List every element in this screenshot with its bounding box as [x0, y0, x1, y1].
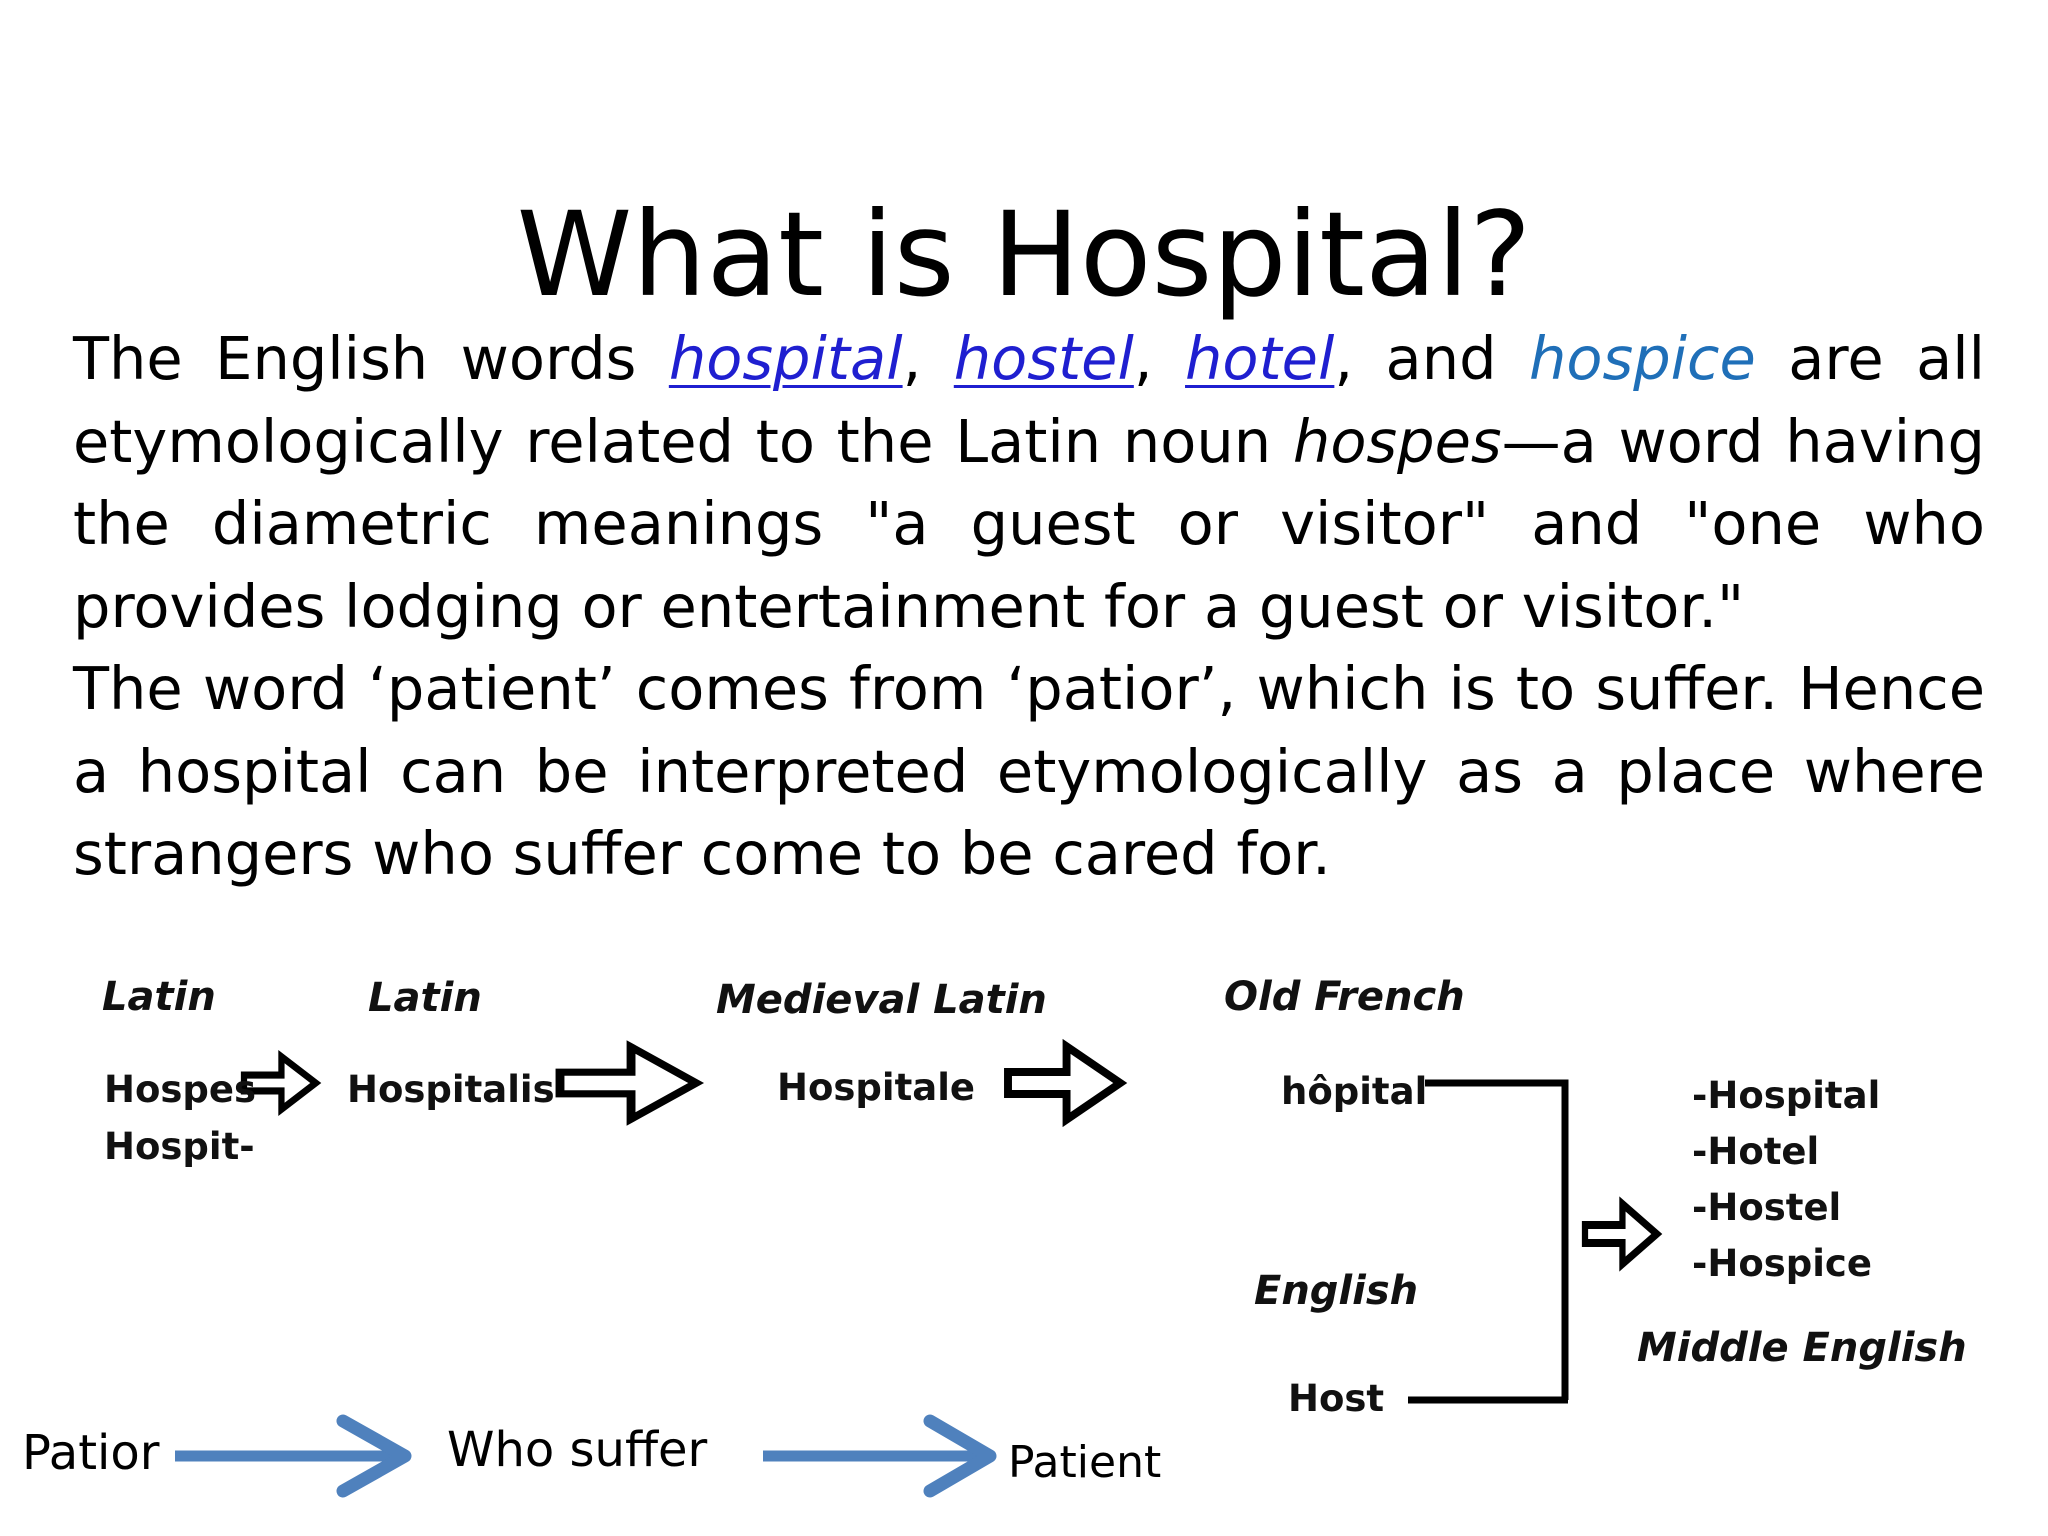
- lang-latin-1: Latin: [102, 974, 216, 1020]
- right-outline-arrow-icon: [560, 1047, 696, 1119]
- lang-middle-english: Middle English: [1637, 1325, 1967, 1371]
- result-item: -Hotel: [1692, 1130, 1820, 1173]
- word-hospes-diagram: Hospes: [104, 1068, 257, 1111]
- lang-latin-2: Latin: [368, 975, 482, 1021]
- right-blue-arrow-icon: [763, 1421, 990, 1491]
- link-hostel[interactable]: hostel: [953, 324, 1134, 393]
- paragraph-patient: The word ‘patient’ comes from ‘patior’, which is to suffer. Hence a hospital can be interpreted etymologically as a place where strangers who suffer come to be cared for.: [73, 654, 1985, 888]
- result-item: -Hospice: [1692, 1242, 1872, 1285]
- slide-title: What is Hospital?: [516, 186, 1532, 324]
- phrase-who-suffer: Who suffer: [447, 1422, 708, 1478]
- word-patient: Patient: [1008, 1437, 1162, 1488]
- lang-medieval-latin: Medieval Latin: [716, 977, 1047, 1023]
- lang-old-french: Old French: [1224, 974, 1465, 1020]
- word-host: Host: [1288, 1377, 1385, 1420]
- result-item: -Hostel: [1692, 1186, 1842, 1229]
- right-outline-arrow-icon: [1585, 1204, 1657, 1264]
- word-hospit: Hospit-: [104, 1125, 255, 1168]
- word-hopital: hôpital: [1281, 1070, 1428, 1113]
- right-blue-arrow-icon: [175, 1421, 405, 1491]
- word-hospitale: Hospitale: [777, 1066, 976, 1109]
- word-hospitalis: Hospitalis: [347, 1068, 555, 1111]
- link-hospital[interactable]: hospital: [668, 324, 903, 393]
- link-hotel[interactable]: hotel: [1185, 324, 1335, 393]
- word-patior: Patior: [22, 1425, 160, 1481]
- connector-hopital: [1425, 1083, 1565, 1400]
- word-hospes: hospes: [1292, 406, 1502, 476]
- word-hospice: hospice: [1528, 324, 1756, 393]
- right-outline-arrow-icon: [1008, 1046, 1120, 1119]
- paragraph-etymology: The English words hospital, hostel, hotel, and hospice are all etymologically related to the Latin noun hospes—a word having the diametric meanings "a guest or visitor" and "one who provides lodging or entertainment for a guest or visitor.": [73, 324, 1986, 641]
- result-item: -Hospital: [1692, 1074, 1881, 1117]
- lang-english: English: [1254, 1268, 1419, 1314]
